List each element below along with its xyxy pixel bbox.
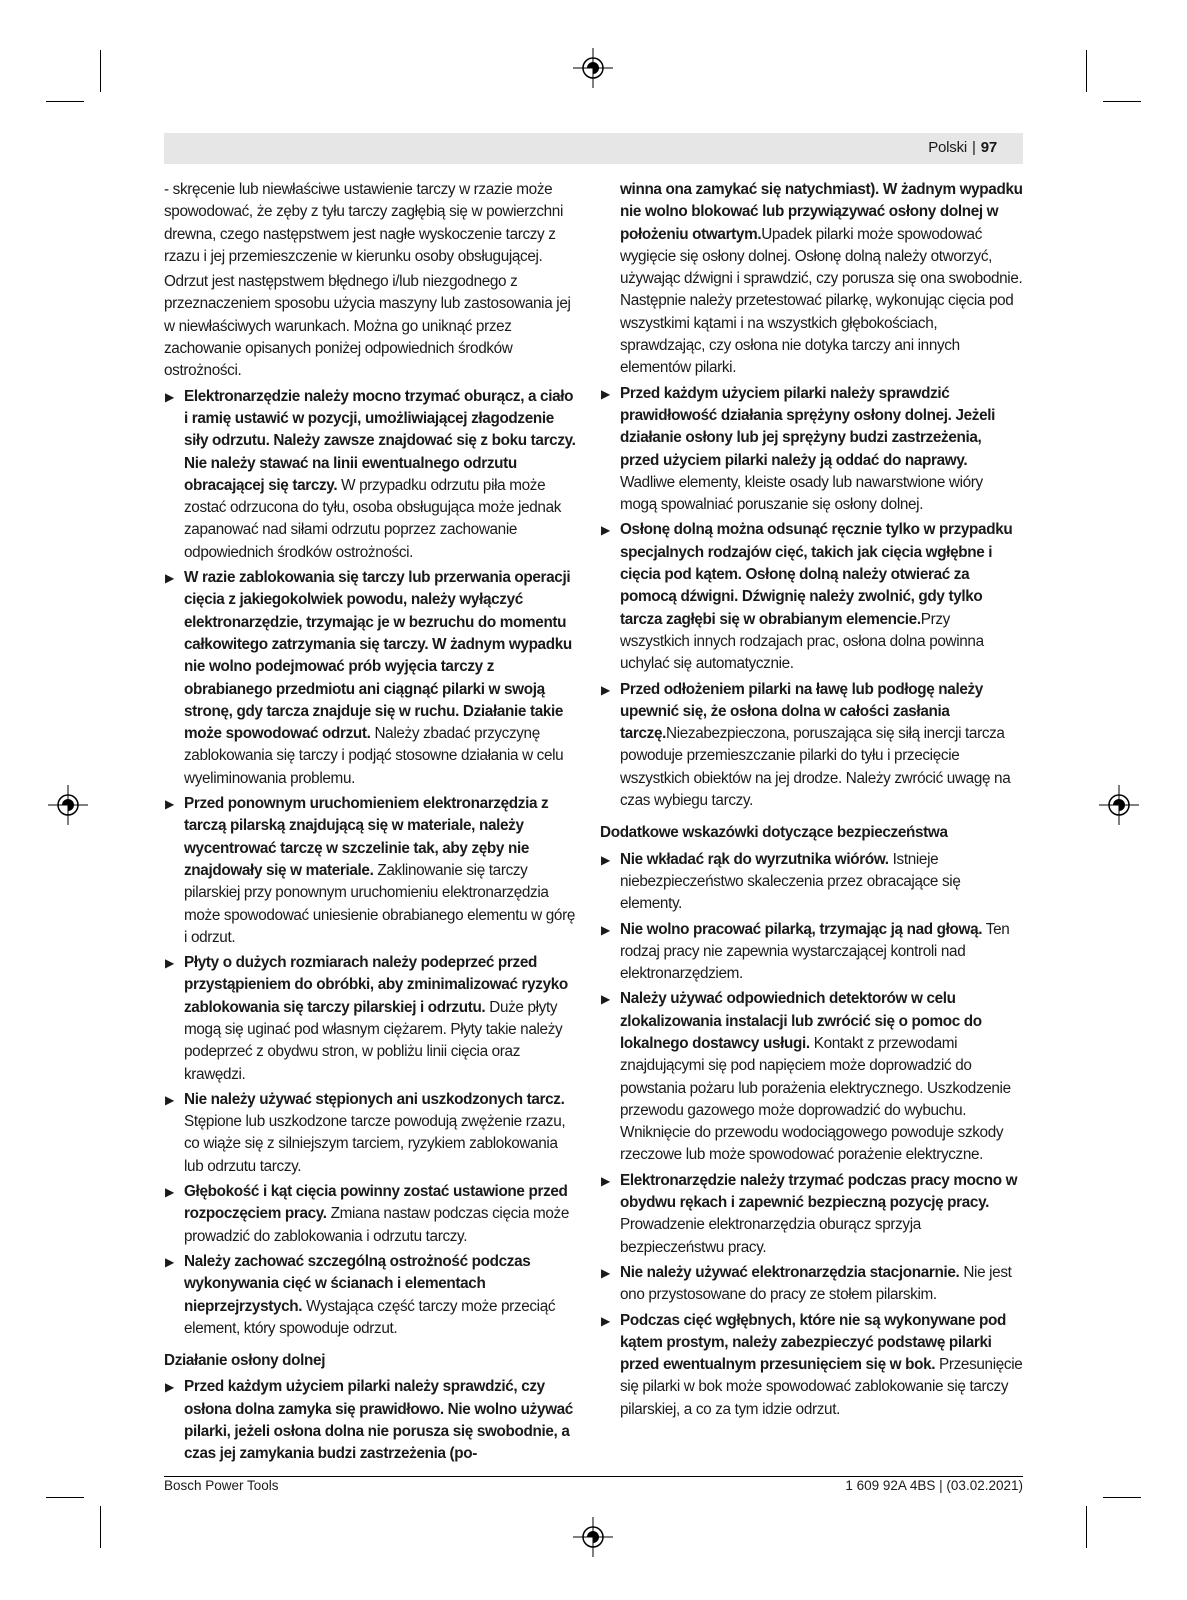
bullet-bold: winna ona zamykać się natychmiast). W żadnym wypadku nie wolno blokować lub przywiązywać osłony dolnej w położeniu otwartym. (620, 181, 1023, 243)
bullet-bold: Głębokość i kąt cięcia powinny zostać ustawione przed rozpoczęciem pracy. (184, 1183, 568, 1223)
list-item (600, 988, 1023, 1166)
bullet-bold: Podczas cięć wgłębnych, które nie są wykonywane pod kątem prostym, należy zabezpieczyć podstawę pilarki przed ewentualnym przesunięciem się w bok. (620, 1311, 1006, 1374)
bullet-bold: Elektronarzędzie należy mocno trzymać oburącz, a ciało i ramię ustawić w pozycji, umożliwiającej złagodzenie siły odrzutu. Należy zawsze znajdować się z boku tarczy. Nie należy stawać na linii ewentualnego odrzutu obracającej się tarczy. (184, 387, 576, 494)
footer-doc-id: 1 609 92A 4BS | (03.02.2021) (845, 1478, 1023, 1493)
registration-mark-icon (573, 48, 613, 88)
bullet-bold: Nie należy używać elektronarzędzia stacjonarnie. (620, 1263, 960, 1281)
list-item-continuation (600, 179, 1023, 380)
bullet-text: Upadek pilarki może spowodować wygięcie się osłony dolnej. Osłonę dolną należy otworzyć, używając dźwigni i sprawdzić, czy porusza się ona swobodnie. Następnie należy przetestować pilarkę, wykonując cięcia pod wszystkimi kątami i na wszystkich głębokościach, sprawdzając, czy osłona nie dotyka tarczy ani innych elementów pilarki. (620, 225, 1023, 377)
bullet-arrow-icon: ▶ (165, 1380, 174, 1395)
bullet-arrow-icon: ▶ (601, 682, 610, 697)
header-text (928, 139, 997, 156)
crop-mark (46, 101, 84, 102)
bullet-text: Stępione lub uszkodzone tarcze powodują zwężenie rzazu, co wiąże się z silniejszym tarciem, ryzykiem zablokowania lub odrzutu tarczy. (184, 1113, 566, 1175)
bullet-text: Wystająca część tarczy może przeciąć element, który spowoduje odrzut. (184, 1297, 556, 1337)
list-item (164, 567, 577, 790)
bullet-arrow-icon: ▶ (601, 992, 610, 1007)
bullet-text: Duże płyty mogą się uginać pod własnym ciężarem. Płyty takie należy podeprzeć z obydwu stron, w pobliżu linii cięcia oraz krawędzi. (184, 998, 563, 1083)
bullet-text: Wadliwe elementy, kleiste osady lub nawarstwione wióry mogą spowalniać poruszanie się osłony dolnej. (620, 473, 983, 514)
page-header (164, 133, 1023, 164)
bullet-text: Ten rodzaj pracy nie zapewnia wystarczającej kontroli nad elektronarzędziem. (620, 920, 1010, 983)
bullet-arrow-icon: ▶ (165, 571, 174, 586)
bullet-text: Przy wszystkich innych rodzajach prac, osłona dolna powinna uchylać się automatycznie. (620, 610, 984, 673)
bullet-arrow-icon: ▶ (601, 523, 610, 538)
bullet-text: Kontakt z przewodami znajdującymi się pod napięciem może doprowadzić do powstania pożaru lub porażenia elektrycznego. Uszkodzenie przewodu gazowego może doprowadzić do wybuchu. Wniknięcie do przewodu wodociągowego powoduje szkody rzeczowe lub może spowodować porażenie elektryczne. (620, 1034, 1011, 1164)
bullet-bold: Nie wolno pracować pilarką, trzymając ją nad głową. (620, 920, 983, 938)
list-item (164, 1089, 577, 1178)
list-item (600, 1310, 1023, 1421)
left-column (164, 179, 577, 1469)
bullet-text: Zmiana nastaw podczas cięcia może prowadzić do zablokowania i odrzutu tarczy. (184, 1205, 570, 1245)
crop-mark (1103, 101, 1141, 102)
bullet-arrow-icon: ▶ (165, 1092, 174, 1107)
list-item (600, 383, 1023, 517)
registration-mark-icon (1099, 785, 1139, 825)
header-language: Polski (928, 139, 967, 156)
crop-mark (100, 50, 101, 92)
crop-mark (1086, 50, 1087, 92)
crop-mark (1086, 1506, 1087, 1548)
page-number: 97 (980, 139, 997, 156)
bullet-text: Niezabezpieczona, poruszająca się siłą inercji tarcza powoduje przemieszczanie pilarki do tyłu i przecięcie wszystkich obiektów na jej drodze. Należy zwrócić uwagę na czas wybiegu tarczy. (620, 725, 1011, 810)
bullet-arrow-icon: ▶ (601, 852, 610, 867)
section-heading: Działanie osłony dolnej (164, 1352, 326, 1370)
bullet-arrow-icon: ▶ (601, 922, 610, 937)
list-item (164, 386, 577, 564)
list-item (164, 793, 577, 949)
list-item (600, 849, 1023, 916)
bullet-arrow-icon: ▶ (165, 1254, 174, 1269)
bullet-arrow-icon: ▶ (165, 956, 174, 971)
bullet-bold: Nie wkładać rąk do wyrzutnika wiórów. (620, 850, 889, 868)
right-column (600, 179, 1023, 1424)
list-item (164, 1251, 577, 1340)
bullet-bold: Przed każdym użyciem pilarki należy sprawdzić, czy osłona dolna zamyka się prawidłowo. Nie wolno używać pilarki, jeżeli osłona dolna nie porusza się swobodnie, a czas jej zamykania budzi zastrzeżenia (po- (184, 1378, 573, 1463)
bullet-text: Nie jest ono przystosowane do pracy ze stołem pilarskim. (620, 1263, 1012, 1304)
header-separator: | (972, 139, 976, 156)
crop-mark (46, 1497, 84, 1498)
bullet-text: Prowadzenie elektronarzędzia oburącz sprzyja bezpieczeństwu pracy. (620, 1216, 921, 1256)
bullet-arrow-icon: ▶ (601, 386, 610, 401)
bullet-arrow-icon: ▶ (165, 797, 174, 812)
intro-fragment: - skręcenie lub niewłaściwe ustawienie tarczy w rzazie może spowodować, że zęby z tyłu tarczy zagłębią się w powierzchni drewna, czego następstwem jest nagłe wyskoczenie tarczy z rzazu i jej przemieszczenie w kierunku osoby obsługującej. (164, 181, 564, 265)
bullet-text: Należy zbadać przyczynę zablokowania się tarczy i podjąć stosowne działania w celu wyeliminowania problemu. (184, 725, 564, 787)
bullet-bold: Przed każdym użyciem pilarki należy sprawdzić prawidłowość działania sprężyny osłony dolnej. Jeżeli działanie osłony lub jej sprężyny budzi zastrzeżenia, przed użyciem pilarki należy ją oddać do naprawy. (620, 384, 996, 469)
registration-mark-icon (48, 785, 88, 825)
crop-mark (1103, 1497, 1141, 1498)
list-item (164, 1181, 577, 1248)
list-item (164, 952, 577, 1086)
bullet-arrow-icon: ▶ (601, 1173, 610, 1188)
crop-mark (100, 1506, 101, 1548)
bullet-text: Istnieje niebezpieczeństwo skaleczenia przez obracające się elementy. (620, 850, 961, 913)
bullet-bold: Nie należy używać stępionych ani uszkodzonych tarcz. (184, 1090, 565, 1108)
registration-mark-icon (573, 1517, 613, 1557)
list-item (600, 919, 1023, 986)
list-item (600, 1262, 1023, 1307)
list-item (164, 1376, 577, 1465)
bullet-arrow-icon: ▶ (601, 1265, 610, 1280)
bullet-bold: Należy zachować szczególną ostrożność podczas wykonywania cięć w ścianach i elementach nieprzejrzystych. (184, 1252, 531, 1315)
bullet-text: Przesunięcie się pilarki w bok może spowodować zablokowanie się tarczy pilarskiej, a co za tym idzie odrzut. (620, 1356, 1023, 1418)
bullet-text: W przypadku odrzutu piła może zostać odrzucona do tyłu, osoba obsługująca może jednak zapanować nad siłami odrzutu poprzez zachowanie odpowiednich środków ostrożności. (184, 476, 562, 561)
bullet-bold: Płyty o dużych rozmiarach należy podeprzeć przed przystąpieniem do obróbki, aby zminimalizować ryzyko zablokowania się tarczy pilarskiej i odrzutu. (184, 954, 568, 1016)
bullet-arrow-icon: ▶ (165, 1185, 174, 1200)
bullet-bold: Przed ponownym uruchomieniem elektronarzędzia z tarczą pilarską znajdującą się w materiale, należy wycentrować tarczę w szczelinie tak, aby zęby nie znajdowały się w materiale. (184, 795, 549, 879)
bullet-bold: W razie zablokowania się tarczy lub przerwania operacji cięcia z jakiegokolwiek powodu, należy wyłączyć elektronarzędzie, trzymając je w bezruchu do momentu całkowitego zatrzymania się tarczy. W żadnym wypadku nie wolno podejmować prób wyjęcia tarczy z obrabianego przedmiotu ani ciągnąć pilarki w swoją stronę, gdy tarcza znajduje się w ruchu. Działanie takie może spowodować odrzut. (184, 569, 572, 743)
list-item (600, 679, 1023, 813)
bullet-bold: Przed odłożeniem pilarki na ławę lub podłogę należy upewnić się, że osłona dolna w całości zasłania tarczę. (620, 680, 983, 743)
bullet-bold: Osłonę dolną można odsunąć ręcznie tylko w przypadku specjalnych rodzajów cięć, takich jak cięcia wgłębne i cięcia pod kątem. Osłonę dolną należy otwierać za pomocą dźwigni. Dźwignię należy zwolnić, gdy tylko tarcza zagłębi się w obrabianym elemencie. (620, 521, 1013, 628)
footer-brand: Bosch Power Tools (164, 1478, 279, 1493)
bullet-bold: Elektronarzędzie należy trzymać podczas pracy mocno w obydwu rękach i zapewnić bezpieczną pozycję pracy. (620, 1171, 1018, 1212)
list-item (600, 519, 1023, 675)
bullet-arrow-icon: ▶ (601, 1313, 610, 1328)
bullet-bold: Należy używać odpowiednich detektorów w celu zlokalizowania instalacji lub zwrócić się o pomoc do lokalnego dostawcy usługi. (620, 990, 982, 1052)
bullet-text: Zaklinowanie się tarczy pilarskiej przy ponownym uruchomieniu elektronarzędzia może spowodować uniesienie obrabianego elementu w górę i odrzut. (184, 861, 575, 946)
section-heading: Dodatkowe wskazówki dotyczące bezpieczeństwa (600, 824, 948, 842)
bullet-arrow-icon: ▶ (165, 389, 174, 404)
kickback-paragraph: Odrzut jest następstwem błędnego i/lub niezgodnego z przeznaczeniem sposobu użycia maszyny lub zastosowania jej w niewłaściwych warunkach. Można go uniknąć przez zachowanie opisanych poniżej odpowiednich środków ostrożności. (164, 273, 571, 380)
footer-divider (164, 1476, 1023, 1477)
list-item (600, 1170, 1023, 1259)
